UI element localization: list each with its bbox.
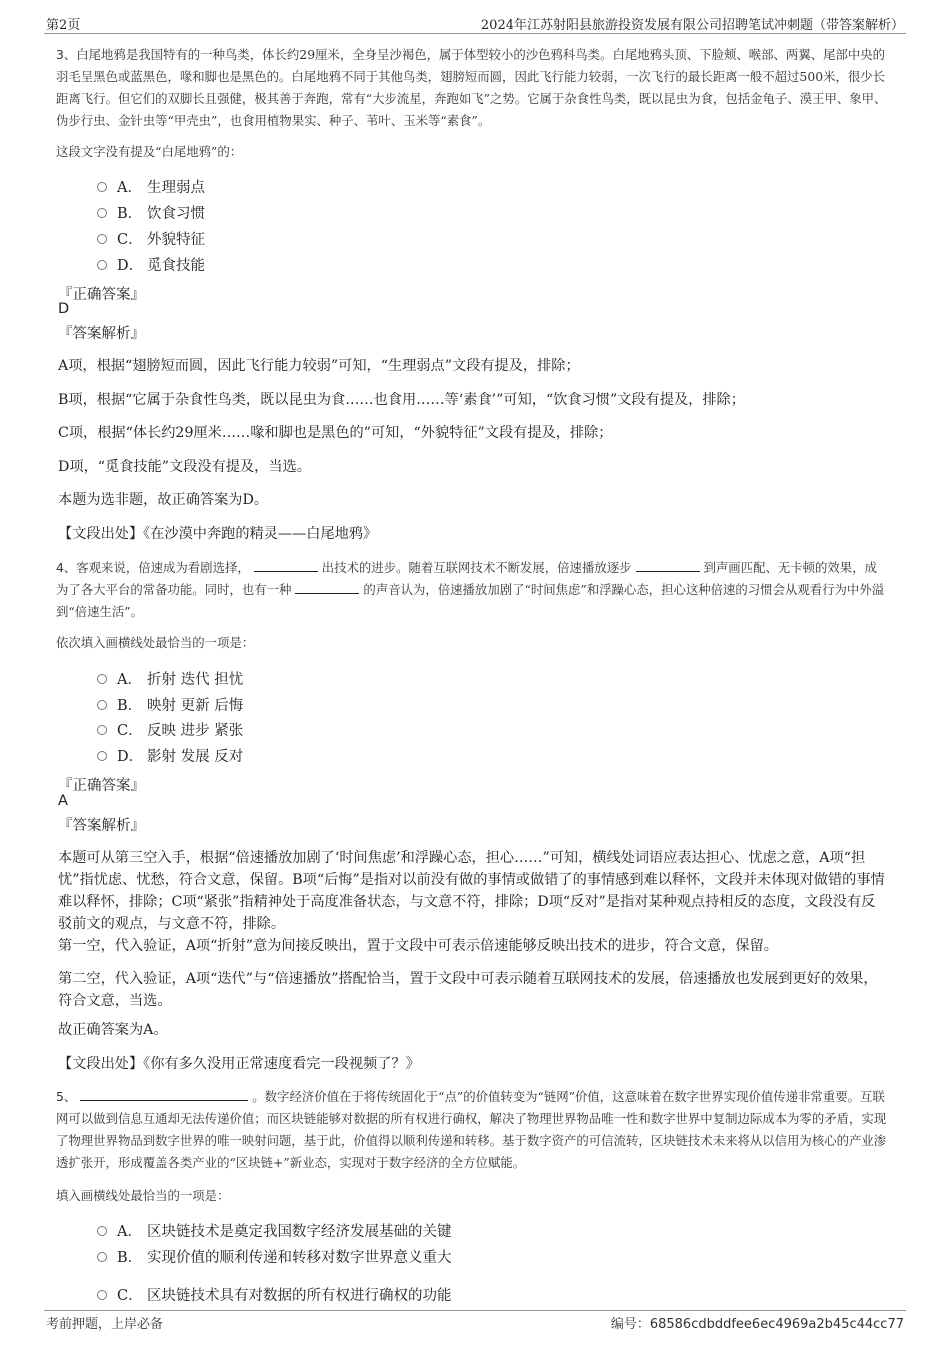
footer-rule — [44, 1310, 906, 1311]
q5-option-c[interactable]: C． 区块链技术具有对数据的所有权进行确权的功能 — [97, 1284, 452, 1305]
q4-analysis-2: 第一空，代入验证，A项“折射”意为间接反映出，置于文段中可表示倍速能够反映出技术的进步，符合文意，保留。 — [58, 938, 778, 954]
q5-option-b[interactable]: B． 实现价值的顺利传递和转移对数字世界意义重大 — [97, 1246, 452, 1267]
q3-conclusion: 本题为选非题，故正确答案为D。 — [58, 492, 269, 508]
footer-code-label: 编号： — [610, 1317, 650, 1332]
q4-stem: 依次填入画横线处最恰当的一项是： — [56, 635, 255, 650]
q3-stem: 这段文字没有提及“白尾地鸦”的： — [56, 144, 243, 159]
header-rule — [44, 33, 906, 34]
q5-stem: 填入画横线处最恰当的一项是： — [56, 1188, 230, 1203]
blank-line — [295, 580, 359, 594]
q4-analysis-1: 本题可从第三空入手，根据“倍速播放加剧了‘时间焦虑’和浮躁心态，担心……”可知，横线处词语应表达担心、忧虑之意，A项“担忧”指忧虑、忧愁，符合文意，保留。B项“后悔”是指对以前没有做的事情或做错了的事情感到难以释怀，文段并未体现对做错的事情难以释怀，排除；C项“紧张”指精神处于高度准备状态，与文意不符，排除；D项“反对”是指对某种观点持相反的态度，文段没有反驳前文的观点，与文意不符，排除。 — [58, 850, 885, 932]
q3-analysis-b: B项，根据“它属于杂食性鸟类，既以昆虫为食……也食用……等‘素食’”可知，“饮食习惯”文段有提及，排除； — [58, 392, 745, 408]
q5-number: 5、 — [56, 1089, 77, 1104]
blank-line — [80, 1087, 248, 1101]
q3-analysis-label: 『答案解析』 — [58, 326, 145, 342]
q3-analysis-c: C项，根据“体长约29厘米……喙和脚也是黑色的”可知，“外貌特征”文段有提及，排除； — [58, 425, 613, 441]
q3-number: 3、 — [56, 47, 77, 62]
q4-option-d[interactable]: D． 影射 发展 反对 — [97, 745, 243, 766]
q5-option-a[interactable]: A． 区块链技术是奠定我国数字经济发展基础的关键 — [97, 1220, 452, 1241]
q4-answer: A — [58, 793, 68, 809]
q3-source: 【文段出处】《在沙漠中奔跑的精灵——白尾地鸦》 — [58, 526, 378, 542]
footer-code — [611, 1313, 904, 1332]
q4-source: 【文段出处】《你有多久没用正常速度看完一段视频了？》 — [58, 1056, 420, 1072]
blank-line — [636, 558, 700, 572]
radio-icon[interactable] — [97, 700, 107, 710]
q3-passage-text: 白尾地鸦是我国特有的一种鸟类，体长约29厘米，全身呈沙褐色，属于体型较小的沙色鸦科鸟类。白尾地鸦头顶、下脸颊、喉部、两翼、尾部中央的羽毛呈黑色或蓝黑色，喙和脚也是黑色的。白尾地鸦不同于其他鸟类，翅膀短而圆，因此飞行能力较弱，一次飞行的最长距离一般不超过500米，很少长距离飞行。但它们的双脚长且强健，极其善于奔跑，常有“大步流星，奔跑如飞”之势。它属于杂食性鸟类，既以昆虫为食，包括金龟子、漠王甲、象甲、伪步行虫、金针虫等“甲壳虫”，也食用植物果实、种子、苇叶、玉米等“素食”。 — [56, 47, 887, 128]
q3-option-d[interactable]: D． 觅食技能 — [97, 254, 205, 275]
q3-passage — [56, 44, 888, 132]
q3-analysis-a: A项，根据“翅膀短而圆，因此飞行能力较弱”可知，“生理弱点”文段有提及，排除； — [58, 358, 580, 374]
page-number: 第2页 — [46, 18, 81, 33]
radio-icon[interactable] — [97, 208, 107, 218]
radio-icon[interactable] — [97, 1226, 107, 1236]
q5-passage: 5、 。数字经济价值在于将传统固化于“点”的价值转变为“链网”价值，这意味着在数字世界实现价值传递非常重要。互联网可以做到信息互通却无法传递价值；而区块链能够对数据的所有权进行确权，解决了物理世界物品唯一性和数字世界中复制边际成本为零的矛盾，实现了物理世界物品到数字世界的唯一映射问题，基于此，价值得以顺利传递和转移。基于数字资产的可信流转，区块链技术未来将从以信用为核心的产业渗透扩张开，形成覆盖各类产业的“区块链+”新业态，实现对于数字经济的全方位赋能。 — [56, 1089, 887, 1170]
radio-icon[interactable] — [97, 674, 107, 684]
q4-number: 4、 — [56, 560, 77, 575]
radio-icon[interactable] — [97, 725, 107, 735]
radio-icon[interactable] — [97, 234, 107, 244]
q4-analysis-label: 『答案解析』 — [58, 818, 145, 834]
q4-analysis-3: 第二空，代入验证，A项“迭代”与“倍速播放”搭配恰当，置于文段中可表示随着互联网技术的发展，倍速播放也发展到更好的效果，符合文意，当选。 — [58, 971, 878, 1009]
q4-option-b[interactable]: B． 映射 更新 后悔 — [97, 694, 243, 715]
q4-answer-label: 『正确答案』 — [58, 778, 145, 794]
q3-option-b[interactable]: B． 饮食习惯 — [97, 202, 205, 223]
q3-analysis-d: D项，“觅食技能”文段没有提及，当选。 — [58, 459, 311, 475]
q3-answer-label: 『正确答案』 — [58, 287, 145, 303]
footer-code-value: 68586cdbddfee6ec4969a2b45c44cc77 — [649, 1317, 904, 1332]
blank-line — [254, 558, 318, 572]
q3-option-a[interactable]: A． 生理弱点 — [97, 176, 205, 197]
q4-option-c[interactable]: C． 反映 进步 紧张 — [97, 719, 243, 740]
q3-answer: D — [58, 301, 70, 317]
radio-icon[interactable] — [97, 751, 107, 761]
q4-conclusion: 故正确答案为A。 — [58, 1022, 168, 1038]
radio-icon[interactable] — [97, 182, 107, 192]
radio-icon[interactable] — [97, 1252, 107, 1262]
q3-option-c[interactable]: C． 外貌特征 — [97, 228, 205, 249]
document-title: 2024年江苏射阳县旅游投资发展有限公司招聘笔试冲刺题（带答案解析） — [480, 18, 904, 33]
radio-icon[interactable] — [97, 1290, 107, 1300]
q4-option-a[interactable]: A． 折射 迭代 担忧 — [97, 668, 243, 689]
footer-slogan: 考前押题，上岸必备 — [46, 1317, 164, 1332]
radio-icon[interactable] — [97, 260, 107, 270]
q4-passage: 4、客观来说，倍速成为看剧选择， 出技术的进步。随着互联网技术不断发展，倍速播放逐步 到声画匹配、无卡顿的效果，成为了各大平台的常备功能。同时，也有一种 的声音认为，倍速播放加剧了“时间焦虑”和浮躁心态，担心这种倍速的习惯会从观看行为中外溢到“倍速生活”。 — [56, 560, 885, 619]
